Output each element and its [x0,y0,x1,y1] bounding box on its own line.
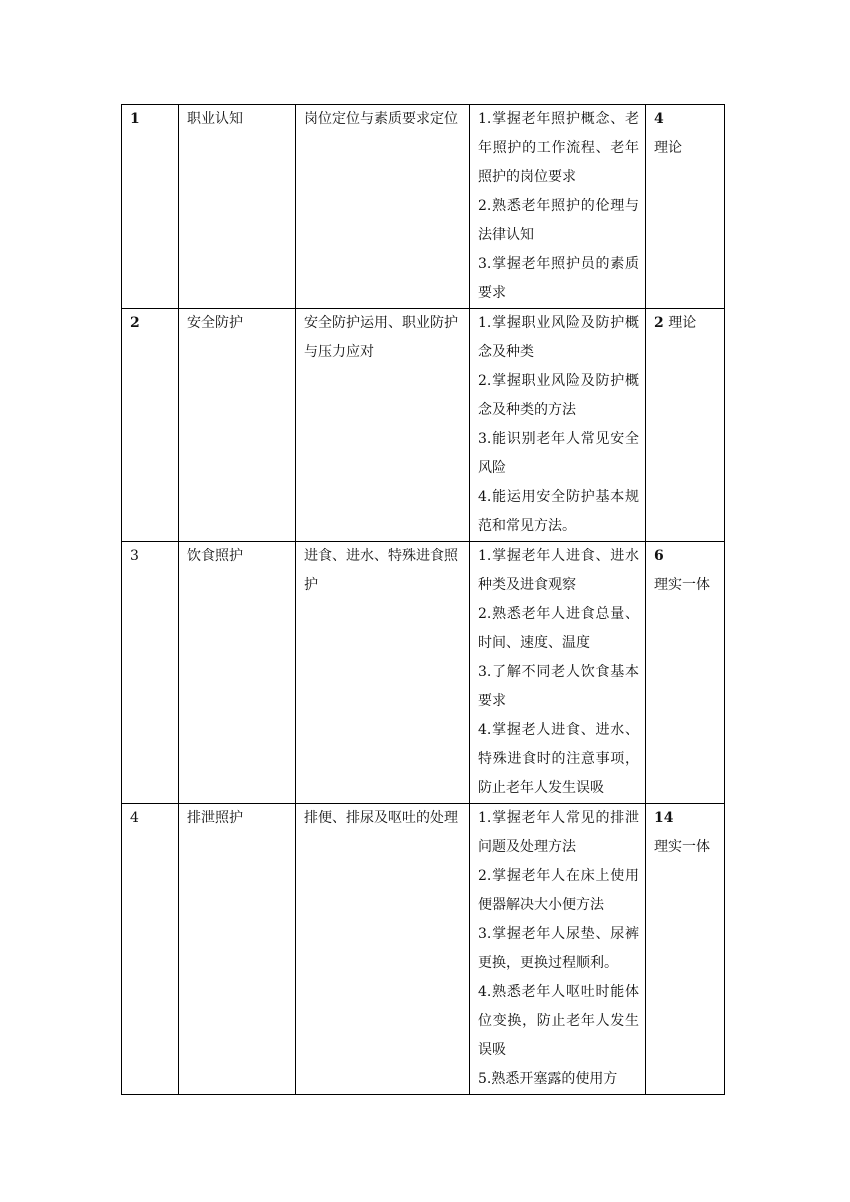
table-row [122,105,725,309]
content-cell [470,804,646,1095]
row-number: 2 [130,315,140,331]
content-item: 2.熟悉老年人进食总量、时间、速度、温度 [478,606,639,651]
hours-value: 4 [654,111,664,127]
hours-cell [646,804,725,1095]
module-name: 职业认知 [187,111,243,127]
hours-value: 2 [654,315,664,331]
hours-cell [646,542,725,804]
topic-text: 安全防护运用、职业防护与压力应对 [304,315,458,360]
module-cell [179,804,296,1095]
content-item: 3.掌握老年照护员的素质要求 [478,256,639,301]
content-cell [470,309,646,542]
teaching-type: 理实一体 [654,839,710,855]
curriculum-table [121,104,725,1095]
content-item: 1.掌握老年人进食、进水种类及进食观察 [478,548,639,593]
content-item: 3.掌握老年人尿垫、尿裤更换，更换过程顺利。 [478,926,639,971]
content-item: 4.掌握老人进食、进水、特殊进食时的注意事项，防止老年人发生误吸 [478,722,639,796]
row-number: 3 [130,548,139,564]
module-cell [179,542,296,804]
hours-cell [646,309,725,542]
content-cell [470,542,646,804]
row-number-cell [122,804,179,1095]
row-number: 1 [130,111,140,127]
content-item: 1.掌握老年人常见的排泄问题及处理方法 [478,810,639,855]
module-name: 排泄照护 [187,810,243,826]
content-item: 1.掌握老年照护概念、老年照护的工作流程、老年照护的岗位要求 [478,111,639,185]
module-name: 饮食照护 [187,548,243,564]
row-number-cell [122,542,179,804]
content-item: 2.熟悉老年照护的伦理与法律认知 [478,198,639,243]
content-item: 5.熟悉开塞露的使用方 [478,1071,618,1087]
table-row [122,804,725,1095]
teaching-type: 理实一体 [654,577,710,593]
topic-text: 进食、进水、特殊进食照护 [304,548,458,593]
hours-value: 6 [654,548,664,564]
content-item: 4.熟悉老年人呕吐时能体位变换，防止老年人发生误吸 [478,984,639,1058]
hours-cell [646,105,725,309]
topic-text: 排便、排尿及呕吐的处理 [304,810,458,826]
topic-cell [296,105,470,309]
topic-cell [296,804,470,1095]
module-cell [179,105,296,309]
topic-cell [296,542,470,804]
content-item: 2.掌握老年人在床上使用便器解决大小便方法 [478,868,639,913]
teaching-type: 理论 [654,140,682,156]
content-item: 4.能运用安全防护基本规范和常见方法。 [478,489,639,534]
content-cell [470,105,646,309]
topic-cell [296,309,470,542]
teaching-type: 理论 [668,315,697,331]
content-item: 2.掌握职业风险及防护概念及种类的方法 [478,373,639,418]
table-row [122,309,725,542]
content-item: 3.了解不同老人饮食基本要求 [478,664,639,709]
hours-value: 14 [654,810,674,826]
content-item: 3.能识别老年人常见安全风险 [478,431,639,476]
module-cell [179,309,296,542]
table-row [122,542,725,804]
row-number-cell [122,309,179,542]
row-number: 4 [130,810,139,826]
row-number-cell [122,105,179,309]
content-item: 1.掌握职业风险及防护概念及种类 [478,315,639,360]
module-name: 安全防护 [187,315,243,331]
topic-text: 岗位定位与素质要求定位 [304,111,458,127]
